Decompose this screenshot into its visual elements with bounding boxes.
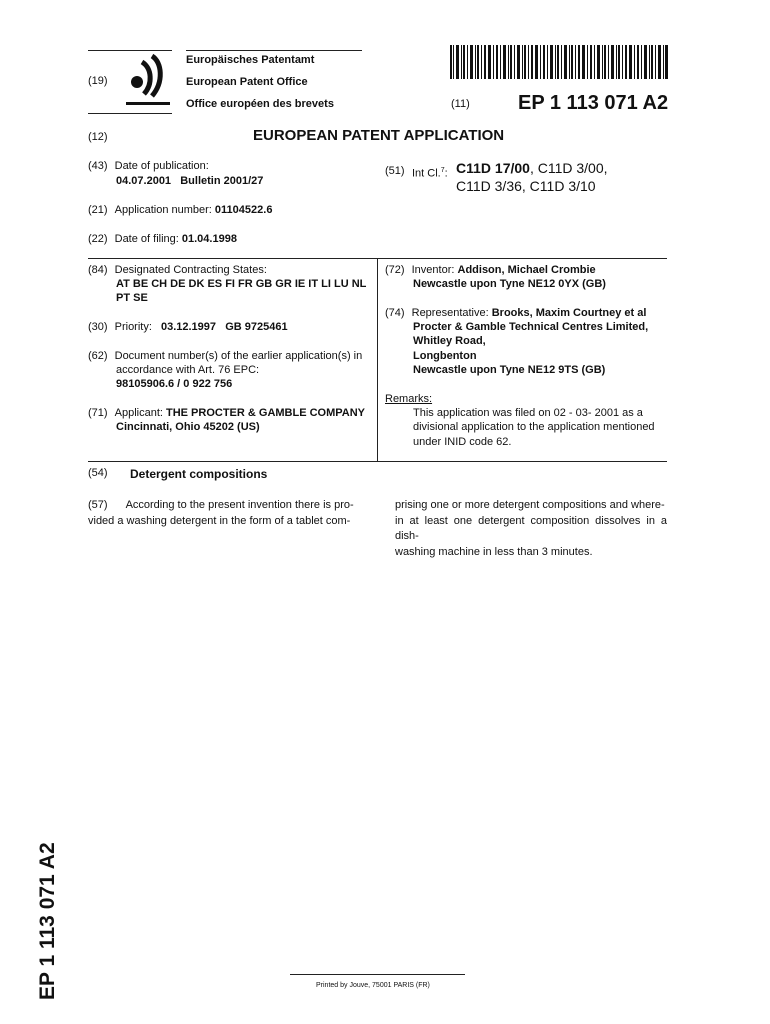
publication-date-value: 04.07.2001 Bulletin 2001/27 [116, 175, 264, 187]
int-cl-line2: C11D 3/36, C11D 3/10 [456, 178, 596, 194]
abstract-left-line1 [88, 498, 358, 514]
inid-12: (12) [88, 131, 108, 143]
inid-30: (30) [88, 321, 108, 333]
box-rule-bottom [88, 461, 667, 462]
remarks-line1: This application was filed on 02 - 03- 2001 as a [413, 407, 643, 419]
field-74 [385, 306, 646, 321]
int-cl-edition: 7 [440, 167, 445, 174]
representative-address-3: Longbenton [413, 350, 477, 362]
priority-value: 03.12.1997 GB 9725461 [160, 321, 288, 333]
office-name-en: European Patent Office [186, 76, 308, 88]
earlier-application-line1: Document number(s) of the earlier application(s) in [114, 350, 363, 362]
abstract-text-5: washing machine in less than 3 minutes. [395, 545, 593, 558]
int-cl-rest1: , C11D 3/00, [529, 160, 608, 176]
header-rule-bottom [88, 113, 172, 114]
epo-logo-icon [122, 52, 174, 108]
representative-address-2: Whitley Road, [413, 335, 486, 347]
application-number-value: 01104522.6 [214, 204, 273, 216]
printer-line: Printed by Jouve, 75001 PARIS (FR) [316, 982, 430, 989]
int-cl-label: Int Cl.$^7$: [412, 167, 448, 180]
abstract-right [395, 498, 667, 560]
designated-states-line2: PT SE [116, 292, 148, 304]
abstract-text-4: in at least one detergent composition dissolves in a dish- [395, 514, 667, 542]
representative-address-4: Newcastle upon Tyne NE12 9TS (GB) [413, 364, 606, 376]
inid-19: (19) [88, 75, 108, 87]
barcode-icon [450, 45, 668, 79]
abstract-text-1: According to the present invention there is pro- [125, 499, 354, 511]
inid-22: (22) [88, 233, 108, 245]
priority-label: Priority: [114, 321, 152, 333]
earlier-application-line2: accordance with Art. 76 EPC: [116, 364, 260, 376]
field-22 [88, 232, 237, 247]
designated-states-label: Designated Contracting States: [114, 264, 267, 276]
document-type: EUROPEAN PATENT APPLICATION [253, 127, 505, 144]
box-rule-vertical [377, 258, 378, 461]
field-71 [88, 406, 365, 421]
inid-11: (11) [451, 98, 470, 110]
filing-date-label: Date of filing: [114, 233, 179, 245]
footer-rule [290, 974, 465, 975]
publication-date-label: Date of publication: [114, 160, 209, 172]
applicant-label: Applicant: [114, 407, 163, 419]
inid-71: (71) [88, 407, 108, 419]
field-21 [88, 203, 272, 218]
inid-51: (51) [385, 165, 405, 177]
applicant-name: THE PROCTER & GAMBLE COMPANY [166, 407, 366, 419]
inid-74: (74) [385, 307, 405, 319]
earlier-application-value: 98105906.6 / 0 922 756 [116, 378, 233, 390]
abstract-left [88, 498, 358, 529]
invention-title: Detergent compositions [130, 467, 268, 481]
int-cl-text: Int Cl. [412, 167, 441, 180]
field-30 [88, 320, 288, 335]
inid-62: (62) [88, 350, 108, 362]
field-43 [88, 159, 209, 174]
inid-57: (57) [88, 499, 108, 511]
inventor-address: Newcastle upon Tyne NE12 0YX (GB) [413, 278, 606, 290]
header-rule-top-right [186, 50, 362, 51]
int-cl-line1 [456, 159, 608, 177]
abstract-text-2: vided a washing detergent in the form of a tablet com- [88, 514, 351, 527]
field-72 [385, 263, 596, 278]
inid-54: (54) [88, 467, 108, 479]
abstract-text-3: prising one or more detergent compositions and where- [395, 499, 665, 511]
publication-number: EP 1 113 071 A2 [518, 92, 669, 114]
filing-date-value: 01.04.1998 [181, 233, 237, 245]
representative-name: Brooks, Maxim Courtney et al [491, 307, 647, 319]
applicant-address: Cincinnati, Ohio 45202 (US) [116, 421, 260, 433]
remarks-label: Remarks: [385, 393, 433, 405]
remarks-line3: under INID code 62. [413, 436, 512, 448]
application-number-label: Application number: [114, 204, 212, 216]
side-publication-number: EP 1 113 071 A2 [36, 842, 59, 1000]
inid-84: (84) [88, 264, 108, 276]
inid-43: (43) [88, 160, 108, 172]
office-name-de: Europäisches Patentamt [186, 54, 315, 66]
representative-label: Representative: [411, 307, 489, 319]
remarks-line2: divisional application to the application mentioned [413, 421, 655, 433]
field-84 [88, 263, 267, 278]
designated-states-line1: AT BE CH DE DK ES FI FR GB GR IE IT LI LU NL [116, 278, 367, 290]
inventor-label: Inventor: [411, 264, 455, 276]
inid-72: (72) [385, 264, 405, 276]
office-name-fr: Office européen des brevets [186, 98, 334, 110]
inventor-name: Addison, Michael Crombie [457, 264, 596, 276]
representative-address-1: Procter & Gamble Technical Centres Limited, [413, 321, 649, 333]
int-cl-main: C11D 17/00 [456, 160, 530, 176]
inid-21: (21) [88, 204, 108, 216]
field-62 [88, 349, 362, 364]
header-rule-top [88, 50, 172, 51]
